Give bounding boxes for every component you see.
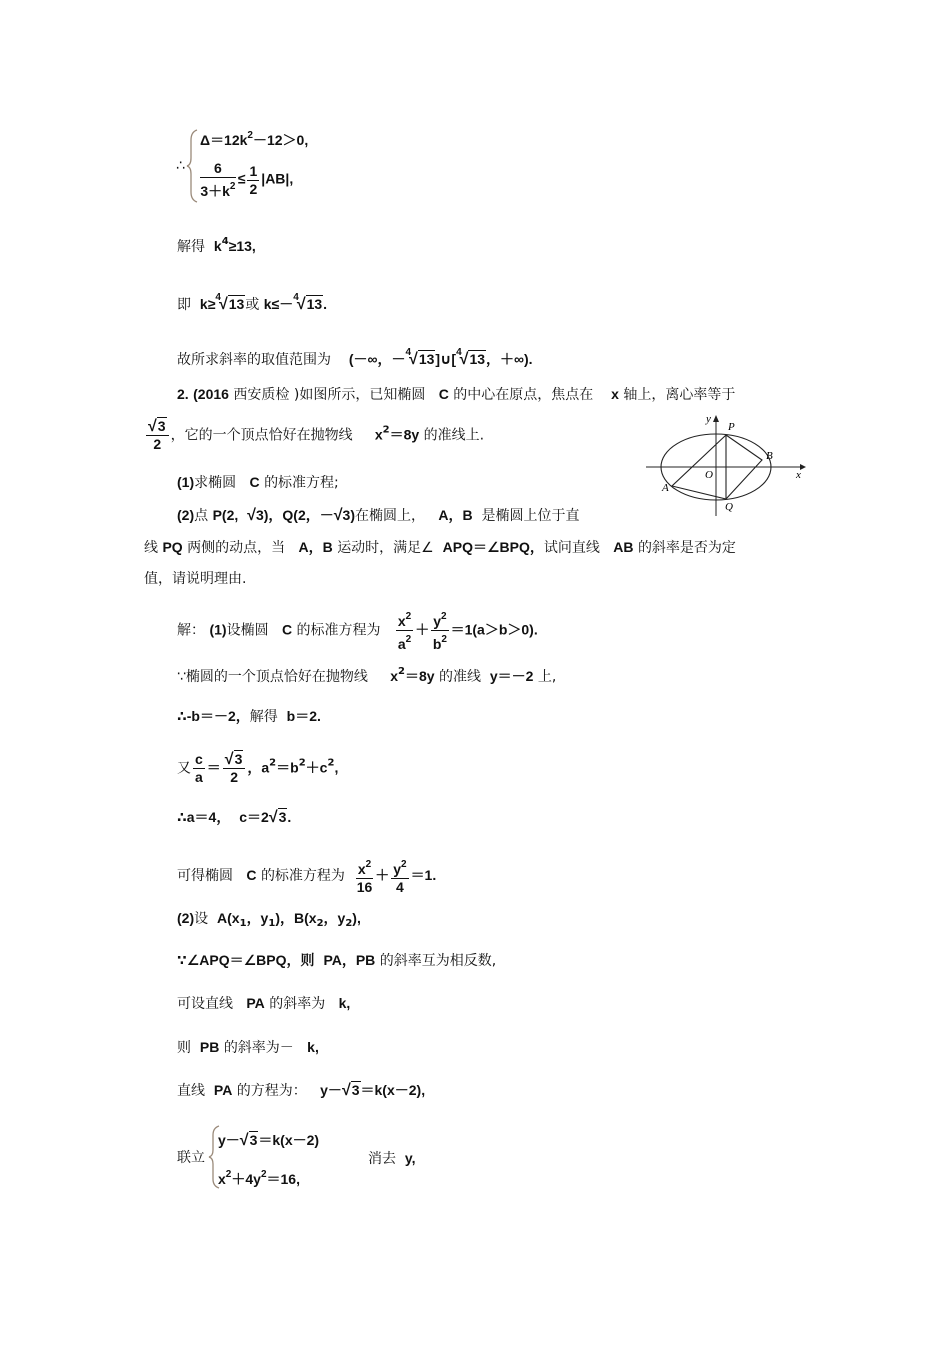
solution-line-1: 解： (1)设椭圆 C 的标准方程为 $\frac{x^2}{a^2}$ ＋ $\frac{y^2}{b^2}$ ＝1(a＞b＞0). [177, 608, 538, 653]
fraction-root3-over-2: $\frac{√3}{2}$ [146, 418, 169, 453]
system-2-eq-1: y－√3＝k(x－2) [218, 1132, 320, 1149]
question-2-part-1: (1)求椭圆 C 的标准方程; [177, 474, 339, 491]
solution-line-2: ∵椭圆的一个顶点恰好在抛物线 $x^2=8y$ 的准线 y＝－2 上, [177, 666, 557, 685]
figure-label-P: P [728, 421, 735, 433]
figure-label-B: B [766, 450, 773, 462]
figure-label-y: y [706, 413, 711, 425]
solution-line-11: 直线 PA 的方程为： y－√3＝k(x－2), [177, 1082, 426, 1099]
figure-label-A: A [662, 482, 669, 494]
lianli-label: 联立 [177, 1150, 205, 1166]
figure-label-x: x [796, 469, 801, 481]
solution-line-8: ∵∠APQ＝∠BPQ，则 PA，PB 的斜率互为相反数, [177, 952, 497, 969]
solution-line-5: ∴a＝4， c＝2√3. [177, 809, 292, 826]
system-2-eq-2: $x^2+4y^2=16$, [218, 1169, 300, 1187]
solution-line-4: 又 $\frac{c}{a}$ ＝ $\frac{√3}{2}$ ，$a^2=b^2+c^2$, [177, 751, 339, 785]
solution-line-7: (2)设 $A(x_1$，$y_1$)，$B(x_2$，$y_2$), [177, 910, 361, 929]
solution-line-6: 可得椭圆 C 的标准方程为 $\frac{x^2}{16}$ ＋ $\frac{y^2}{4}$ ＝1. [177, 856, 436, 896]
ji-line: 即 k≥$^4$√13或 k≤－$^4$√13. [177, 292, 328, 313]
fraction-inequality: $\frac{6}{3+k^2}$ ≤ $\frac{1}{2}$ |AB|, [200, 160, 294, 199]
solve-line: 解得 $k^4\ge 13$, [177, 236, 256, 255]
therefore-sign: ∴ [176, 158, 185, 174]
question-2-line-2: $\frac{√3}{2}$ ，它的一个顶点恰好在抛物线 $x^2=8y$ 的准线上. [148, 418, 485, 452]
eliminate-y: 消去 y, [368, 1150, 416, 1167]
solution-line-10: 则 PB 的斜率为－ k, [177, 1039, 319, 1056]
question-2-part-2: (2)点 P(2, √3)，Q(2，－√3)在椭圆上， A，B 是椭圆上位于直 [177, 507, 580, 524]
figure-label-Q: Q [725, 501, 733, 513]
figure-label-O: O [705, 469, 713, 481]
range-line: 故所求斜率的取值范围为 (－∞，－$^4$√13]∪[$^4$√13，＋∞). [177, 347, 533, 368]
question-2-line-1: 2. (2016 西安质检 )如图所示，已知椭圆 C 的中心在原点，焦点在 x 轴上，离心率等于 [177, 386, 736, 403]
solution-line-9: 可设直线 PA 的斜率为 k, [177, 995, 351, 1012]
fraction-6-over: $\frac{6}{3+k^2}$ [200, 160, 236, 199]
solution-line-3: ∴-b＝－2，解得 b＝2. [177, 708, 321, 725]
question-2-part-2-cont: 线 PQ 两侧的动点，当 A，B 运动时，满足∠ APQ＝∠BPQ，试问直线 AB 的斜率是否为定 [144, 539, 736, 556]
delta-inequality: $\Delta=12k^2-12>0$, [200, 130, 309, 148]
question-2-part-2-end: 值，请说明理由. [144, 571, 247, 587]
fraction-half: $\frac{1}{2}$ [249, 162, 258, 197]
ellipse-figure [640, 410, 810, 520]
